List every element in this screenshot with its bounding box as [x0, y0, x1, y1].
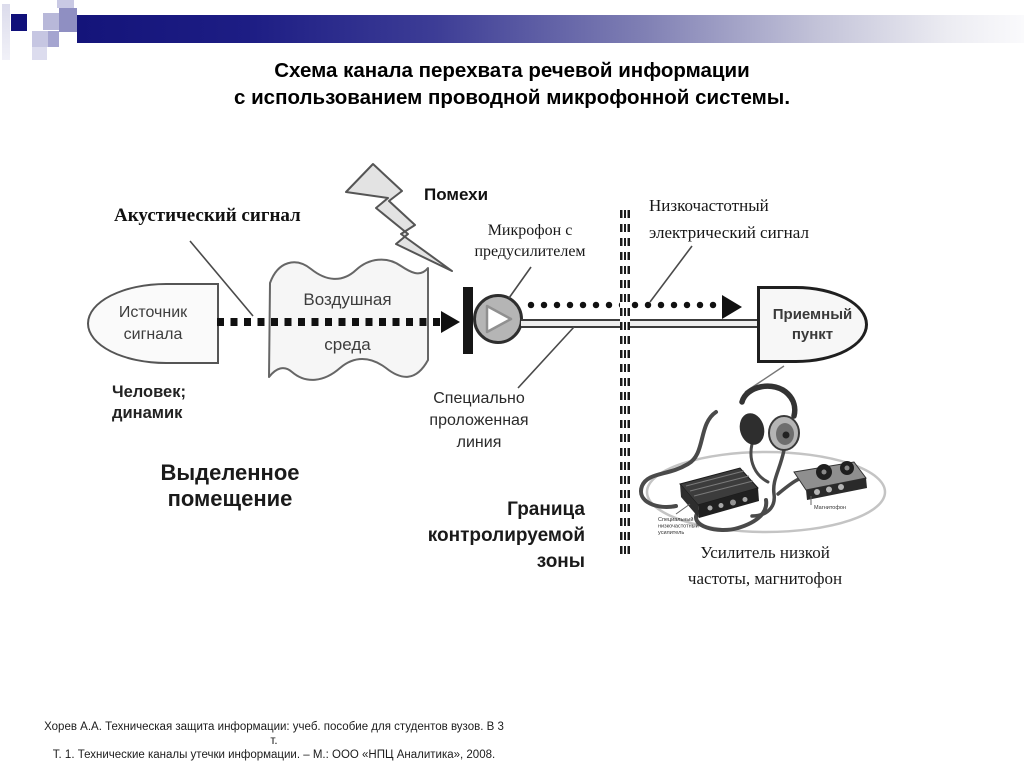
tape-recorder-device	[794, 461, 867, 500]
footer-citation	[40, 720, 508, 762]
headphones-icon	[736, 386, 799, 450]
controlled-zone-label-line-1: Граница	[507, 499, 585, 520]
wire-line	[521, 319, 757, 328]
amplifier-tiny-label-3: усилитель	[658, 530, 685, 536]
special-line-label-line-3: линия	[456, 434, 502, 451]
footer-citation-line-2: Т. 1. Технические каналы утечки информации. – М.: ООО «НПЦ Аналитика», 2008.	[52, 749, 496, 761]
headphone-cord	[751, 444, 768, 482]
amplifier-device	[680, 468, 759, 518]
microphone-label	[455, 220, 605, 262]
dedicated-room-label	[130, 460, 330, 512]
title-line-1: Схема канала перехвата речевой информации	[274, 59, 750, 82]
equipment-caption-line-1: Усилитель низкой	[700, 543, 830, 562]
human-speaker-label	[112, 382, 186, 424]
arrowhead-icon	[722, 295, 742, 319]
deco-square	[11, 14, 27, 31]
deco-square	[59, 8, 77, 32]
title-line-2: с использованием проводной микрофонной системы.	[233, 86, 791, 109]
arrowhead-icon	[441, 311, 460, 333]
page-title	[0, 57, 1024, 111]
dedicated-room-label-line-1: Выделенное	[160, 460, 300, 485]
special-line-label	[410, 388, 548, 454]
recorder-tiny-label: Магнитофон	[814, 505, 846, 511]
deco-square	[57, 0, 74, 8]
footer-citation-line-1: Хорев А.А. Техническая защита информации: учеб. пособие для студентов вузов. В 3 т.	[44, 721, 504, 747]
preamp-triangle-icon	[476, 297, 520, 341]
microphone-label-line-1: Микрофон с	[487, 222, 573, 239]
lf-signal-label-line-2: электрический сигнал	[649, 223, 809, 242]
deco-square	[32, 31, 48, 47]
air-medium-label-line-1: Воздушная	[303, 290, 392, 309]
lf-signal-label	[649, 192, 809, 246]
human-speaker-label-line-1: Человек;	[112, 383, 186, 401]
receiver-shape	[757, 286, 868, 363]
equipment-caption	[655, 540, 875, 592]
lf-signal-label-line-1: Низкочастотный	[649, 196, 769, 215]
controlled-zone-label-line-3: зоны	[536, 551, 585, 572]
controlled-zone-label-line-2: контролируемой	[427, 525, 585, 546]
tiny-leader-line	[676, 504, 690, 514]
deco-square	[43, 13, 59, 30]
dedicated-room-label-line-2: помещение	[167, 486, 293, 511]
amplifier-tiny-label-1: Специальный	[658, 517, 694, 523]
interference-label: Помехи	[424, 185, 489, 204]
microphone-icon	[473, 294, 523, 344]
microphone-label-line-2: предусилителем	[474, 243, 586, 260]
lightning-icon	[338, 160, 458, 278]
acoustic-signal-dotted-line	[217, 318, 443, 326]
acoustic-signal-label: Акустический сигнал	[114, 205, 301, 226]
controlled-zone-label	[380, 497, 585, 575]
source-label-line-1: Источник	[118, 303, 188, 321]
special-line-label-line-2: проложенная	[429, 412, 529, 429]
receiver-label-line-2: пункт	[791, 325, 834, 343]
deco-square	[48, 31, 59, 47]
human-speaker-label-line-2: динамик	[112, 404, 183, 422]
source-label-line-2: сигнала	[123, 325, 183, 343]
receiver-label-line-1: Приемный	[772, 305, 853, 323]
special-line-label-line-1: Специально	[433, 390, 525, 407]
amplifier-tiny-label-2: низкочастотный	[658, 523, 699, 530]
source-shape	[87, 283, 219, 364]
air-medium-label-line-2: среда	[324, 335, 371, 354]
deco-left-strip	[2, 4, 10, 60]
microphone-membrane-bar	[463, 287, 473, 354]
equipment-caption-line-2: частоты, магнитофон	[687, 569, 843, 588]
header-gradient-bar	[77, 15, 1024, 43]
